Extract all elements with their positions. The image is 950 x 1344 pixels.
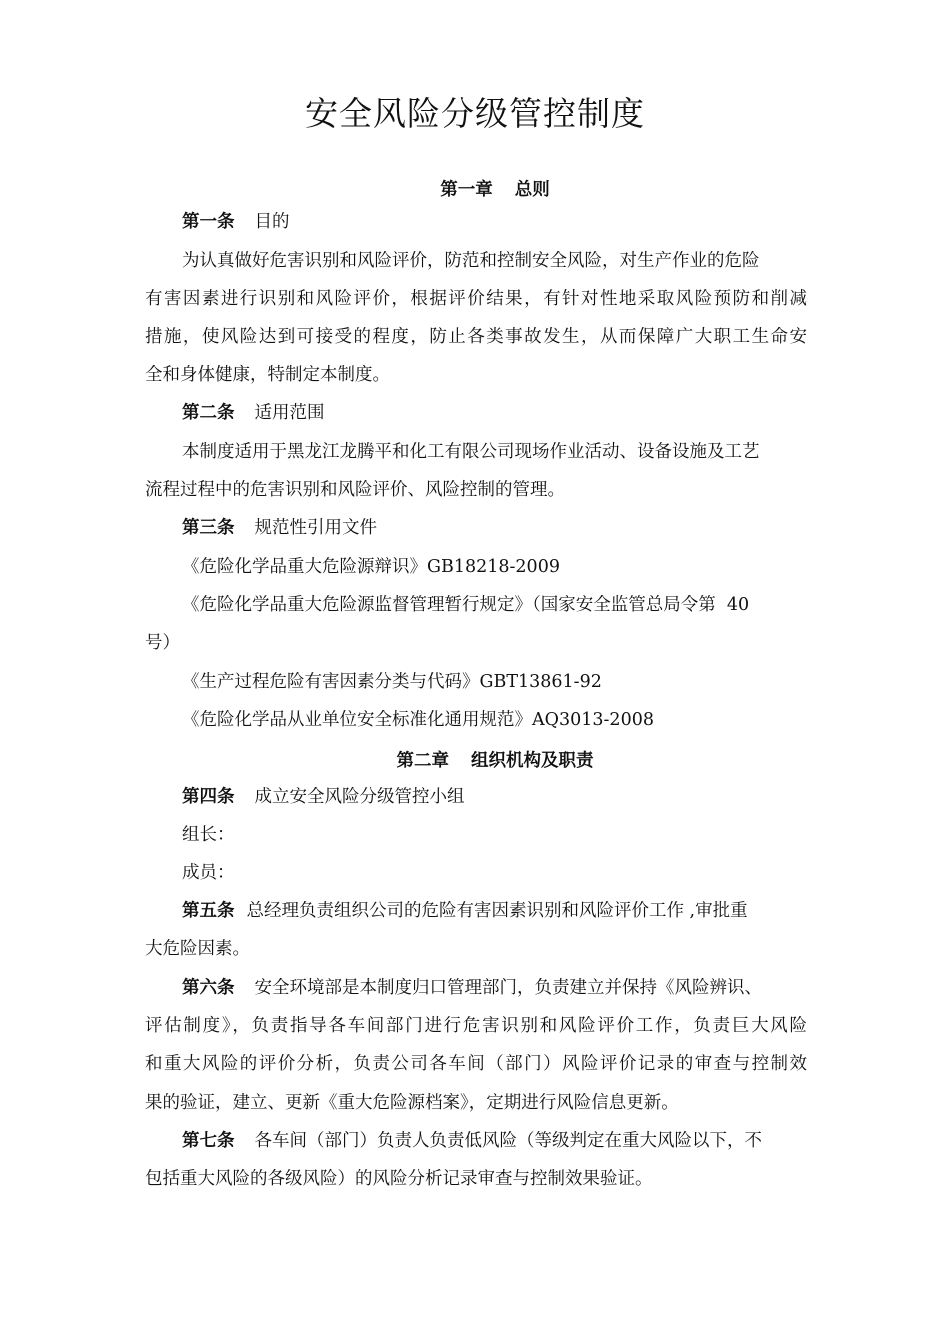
paragraph-line: 措施，使风险达到可接受的程度，防止各类事故发生，从而保障广大职工生命安 — [145, 327, 807, 347]
article-label: 第七条 — [182, 1131, 235, 1151]
group-leader-label: 组长： — [182, 825, 235, 845]
document-title: 安全风险分级管控制度 — [305, 94, 645, 133]
article-text: 安全环境部是本制度归口管理部门，负责建立并保持《风险辨识、 — [254, 978, 762, 998]
paragraph-line: 全和身体健康，特制定本制度。 — [145, 365, 390, 385]
article-label: 第一条 — [182, 212, 235, 232]
chapter-name: 总则 — [514, 180, 550, 200]
article-5-line — [182, 900, 748, 922]
paragraph-line: 为认真做好危害识别和风险评价，防范和控制安全风险，对生产作业的危险 — [182, 251, 760, 271]
paragraph-line: 包括重大风险的各级风险）的风险分析记录审查与控制效果验证。 — [145, 1169, 653, 1189]
paragraph-line: 果的验证，建立、更新《重大危险源档案》，定期进行风险信息更新。 — [145, 1093, 679, 1113]
chapter-name: 组织机构及职责 — [471, 751, 594, 771]
reference-line: 《危险化学品重大危险源监督管理暂行规定》（国家安全监管总局令第 40 — [182, 595, 750, 615]
article-1-heading — [182, 211, 290, 233]
article-label: 第四条 — [182, 787, 235, 807]
paragraph-line: 有害因素进行识别和风险评价，根据评价结果，有针对性地采取风险预防和削减 — [145, 289, 807, 309]
chapter-label: 第一章 — [440, 180, 493, 200]
article-label: 第六条 — [182, 978, 235, 998]
article-3-heading — [182, 517, 377, 539]
article-label: 第三条 — [182, 518, 235, 538]
paragraph-line: 评估制度》，负责指导各车间部门进行危害识别和风险评价工作，负责巨大风险 — [145, 1016, 807, 1036]
article-2-heading — [182, 402, 325, 424]
group-members-label: 成员： — [182, 863, 235, 883]
article-7-line — [182, 1130, 762, 1152]
chapter-label: 第二章 — [396, 751, 449, 771]
chapter-heading-2 — [0, 747, 950, 772]
paragraph-line: 流程过程中的危害识别和风险评价、风险控制的管理。 — [145, 480, 565, 500]
article-heading: 目的 — [254, 212, 290, 232]
article-label: 第五条 — [182, 901, 235, 921]
article-heading: 适用范围 — [254, 403, 325, 423]
reference-line: 《危险化学品从业单位安全标准化通用规范》AQ3013-2008 — [182, 710, 654, 730]
reference-line: 号） — [145, 633, 180, 653]
article-heading: 规范性引用文件 — [254, 518, 377, 538]
article-label: 第二条 — [182, 403, 235, 423]
reference-line: 《危险化学品重大危险源辩识》GB18218-2009 — [182, 557, 560, 577]
article-text: 总经理负责组织公司的危险有害因素识别和风险评价工作 ,审批重 — [246, 901, 748, 921]
article-6-line — [182, 977, 762, 999]
article-text: 各车间（部门）负责人负责低风险（等级判定在重大风险以下，不 — [254, 1131, 762, 1151]
chapter-heading-1 — [0, 176, 950, 201]
article-heading: 成立安全风险分级管控小组 — [254, 787, 465, 807]
reference-line: 《生产过程危险有害因素分类与代码》GBT13861-92 — [182, 672, 602, 692]
paragraph-line: 大危险因素。 — [145, 939, 250, 959]
paragraph-line: 本制度适用于黑龙江龙腾平和化工有限公司现场作业活动、设备设施及工艺 — [182, 442, 760, 462]
article-4-heading — [182, 786, 465, 808]
paragraph-line: 和重大风险的评价分析，负责公司各车间（部门）风险评价记录的审查与控制效 — [145, 1054, 807, 1074]
